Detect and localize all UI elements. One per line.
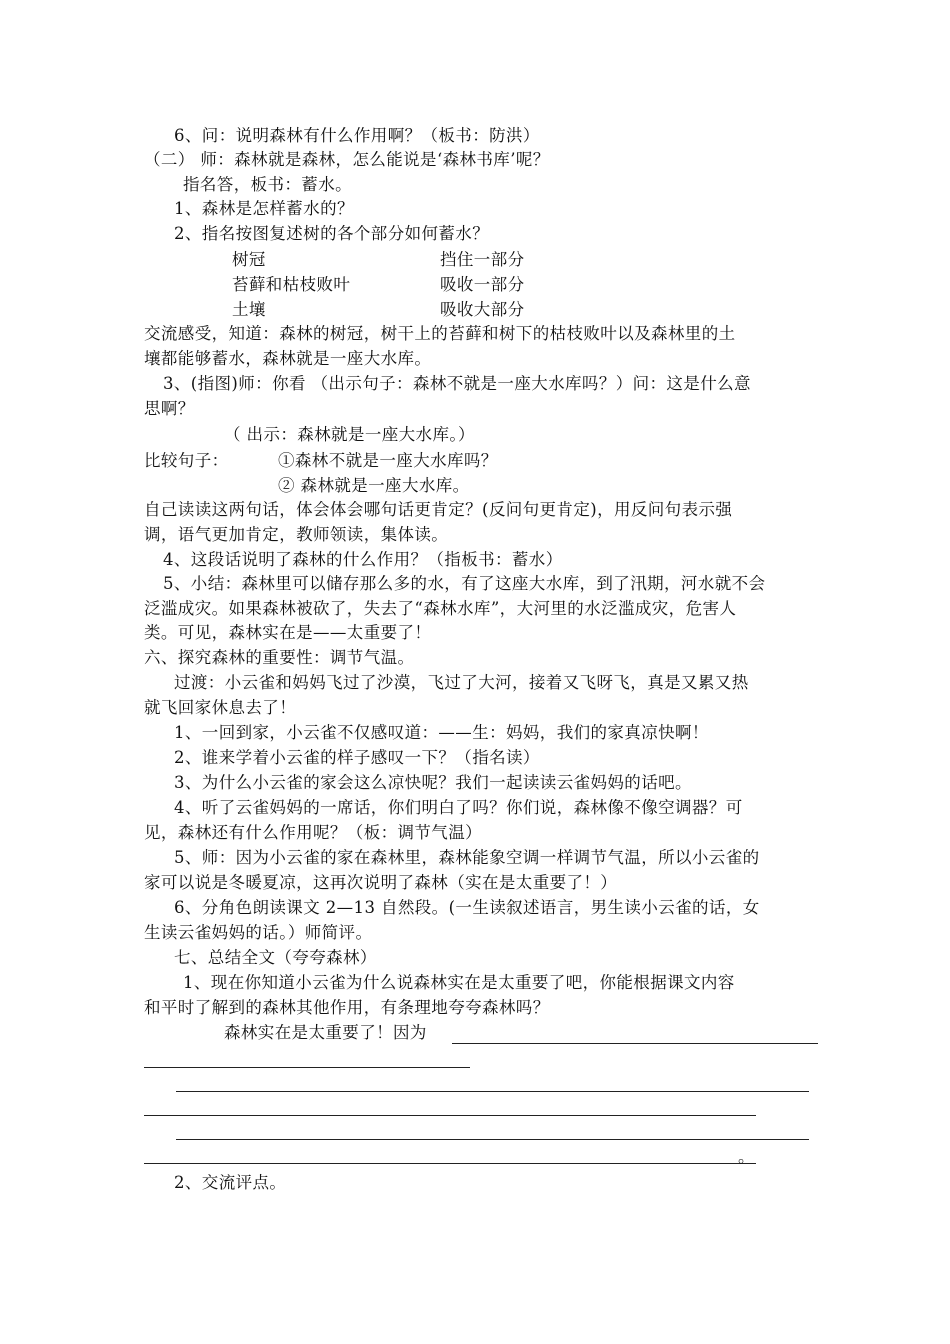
paragraph-line: 壤都能够蓄水，森林就是一座大水库。 [144, 349, 432, 368]
paragraph-line: 家可以说是冬暖夏凉，这再次说明了森林（实在是太重要了！） [144, 873, 618, 892]
paragraph-line: 调，语气更加肯定，教师领读，集体读。 [144, 525, 449, 544]
step-3-line: 3、(指图)师：你看 （出示句子：森林不就是一座大水库吗？）问：这是什么意 [163, 374, 751, 393]
step-3-line: 3、为什么小云雀的家会这么凉快呢？我们一起读读云雀妈妈的话吧。 [174, 773, 692, 792]
section-2-heading: （二） 师：森林就是森林，怎么能说是‘森林书库’呢？ [144, 150, 550, 169]
end-period: 。 [738, 1147, 755, 1166]
blank-line [176, 1139, 809, 1140]
table-action: 挡住一部分 [440, 250, 525, 269]
table-row [0, 248, 950, 272]
blank-line [144, 1115, 756, 1116]
display-sentence: （ 出示：森林就是一座大水库。） [224, 425, 475, 444]
paragraph-line: 见，森林还有什么作用呢？（板：调节气温） [144, 823, 482, 842]
paragraph-line: 思啊？ [144, 399, 195, 418]
compare-sentence-2: ② 森林就是一座大水库。 [278, 476, 470, 495]
blank-line [144, 1067, 470, 1068]
table-row [0, 273, 950, 297]
step-4-line: 4、听了云雀妈妈的一席话，你们明白了吗？你们说，森林像不像空调器？可 [174, 798, 743, 817]
paragraph-line: 泛滥成灾。如果森林被砍了，失去了“森林水库”，大河里的水泛滥成灾，危害人 [144, 599, 737, 618]
paragraph-line: 就飞回家休息去了！ [144, 698, 297, 717]
step-2-line: 2、谁来学着小云雀的样子感叹一下？（指名读） [174, 748, 540, 767]
step-5-line: 5、师：因为小云雀的家在森林里，森林能象空调一样调节气温，所以小云雀的 [174, 848, 760, 867]
compare-sentence-1: ①森林不就是一座大水库吗？ [278, 451, 498, 470]
blank-line [452, 1043, 818, 1044]
answer-note: 指名答，板书：蓄水。 [183, 175, 352, 194]
step-4-line: 4、这段话说明了森林的什么作用？（指板书：蓄水） [163, 550, 563, 569]
fill-in-prompt: 森林实在是太重要了！因为 [224, 1023, 427, 1042]
transition-line: 过渡：小云雀和妈妈飞过了沙漠，飞过了大河，接着又飞呀飞，真是又累又热 [174, 673, 749, 692]
paragraph-line: 交流感受，知道：森林的树冠，树干上的苔藓和树下的枯枝败叶以及森林里的土 [144, 324, 736, 343]
step-2-question: 2、指名按图复述树的各个部分如何蓄水？ [174, 224, 490, 243]
table-part: 土壤 [232, 300, 266, 319]
step-1-question: 1、森林是怎样蓄水的？ [174, 199, 354, 218]
paragraph-line: 生读云雀妈妈的话。）师简评。 [144, 923, 373, 942]
step-1-line: 1、现在你知道小云雀为什么说森林实在是太重要了吧，你能根据课文内容 [183, 973, 735, 992]
paragraph-line: 和平时了解到的森林其他作用，有条理地夸夸森林吗？ [144, 998, 550, 1017]
section-7-heading: 七、总结全文（夸夸森林） [174, 948, 377, 967]
step-1-line: 1、一回到家，小云雀不仅感叹道：——生：妈妈，我们的家真凉快啊！ [174, 723, 709, 742]
summary-line: 5、小结：森林里可以储存那么多的水，有了这座大水库，到了汛期，河水就不会 [163, 574, 766, 593]
table-action: 吸收大部分 [440, 300, 525, 319]
paragraph-line: 类。可见，森林实在是——太重要了！ [144, 623, 432, 642]
blank-line [144, 1163, 756, 1164]
compare-label: 比较句子： [144, 451, 229, 470]
table-part: 树冠 [232, 250, 266, 269]
blank-line [176, 1091, 809, 1092]
paragraph-line: 自己读读这两句话，体会体会哪句话更肯定？(反问句更肯定)，用反问句表示强 [144, 500, 733, 519]
step-6-question: 6、问：说明森林有什么作用啊？（板书：防洪） [174, 126, 540, 145]
step-6-line: 6、分角色朗读课文 2—13 自然段。(一生读叙述语言，男生读小云雀的话，女 [174, 898, 760, 917]
table-part: 苔藓和枯枝败叶 [232, 275, 351, 294]
table-action: 吸收一部分 [440, 275, 525, 294]
section-6-heading: 六、探究森林的重要性：调节气温。 [144, 648, 415, 667]
table-row [0, 298, 950, 322]
step-2-line: 2、交流评点。 [174, 1173, 287, 1192]
